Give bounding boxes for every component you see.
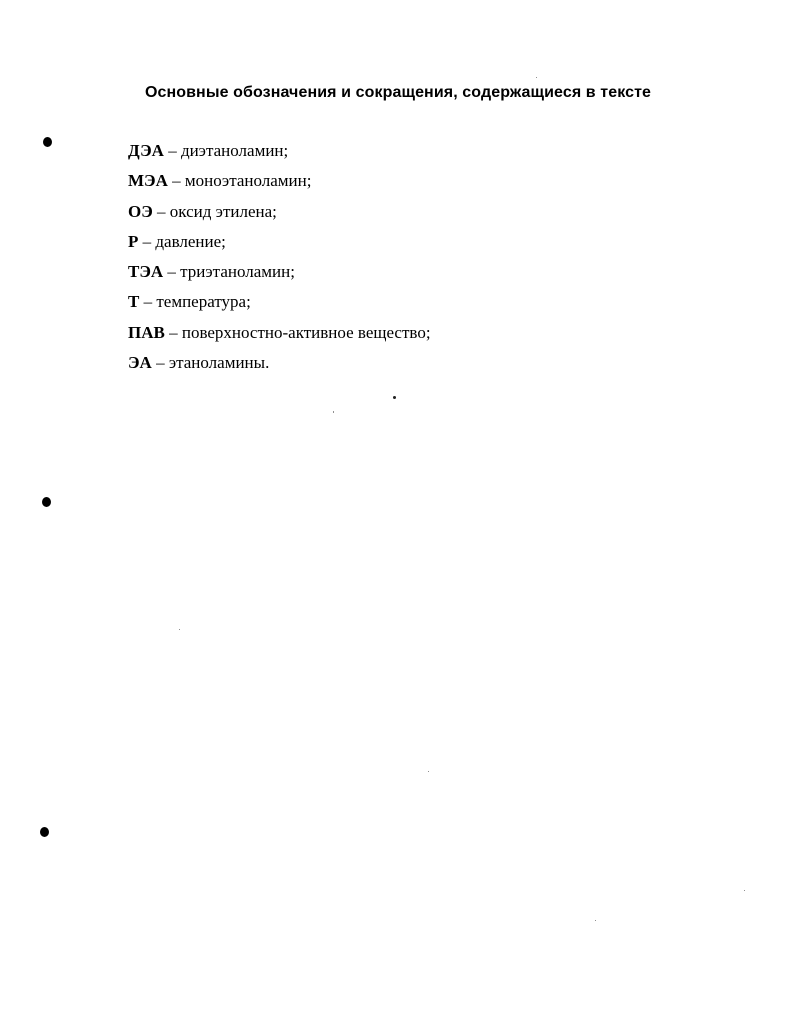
abbreviation-term: Р	[128, 231, 139, 251]
abbreviation-term: ТЭА	[128, 262, 164, 282]
abbreviation-definition: этаноламины.	[168, 353, 270, 373]
punch-hole-mark-top	[43, 137, 52, 147]
list-item	[128, 201, 431, 231]
list-item	[128, 170, 431, 200]
abbreviation-separator: –	[167, 171, 185, 191]
scan-speck	[179, 629, 180, 630]
abbreviation-definition: триэтаноламин;	[180, 262, 295, 282]
scan-speck	[393, 396, 396, 399]
abbreviation-separator: –	[164, 322, 182, 342]
abbreviation-separator: –	[139, 292, 157, 312]
scan-speck	[744, 890, 745, 891]
page-title: Основные обозначения и сокращения, содержащиеся в тексте	[144, 84, 652, 101]
abbreviation-term: МЭА	[128, 171, 168, 191]
abbreviation-term: ОЭ	[128, 201, 153, 221]
abbreviation-separator: –	[163, 141, 181, 160]
list-item	[128, 352, 431, 382]
punch-hole-mark-bottom	[40, 827, 49, 837]
abbreviation-definition: моноэтаноламин;	[184, 171, 312, 191]
list-item	[128, 322, 431, 352]
scan-speck	[595, 920, 596, 921]
scan-speck	[333, 411, 334, 413]
scan-speck	[428, 771, 429, 772]
abbreviation-term: Т	[128, 292, 140, 312]
abbreviation-separator: –	[151, 353, 169, 373]
list-item	[128, 140, 431, 170]
punch-hole-mark-middle	[42, 497, 51, 507]
abbreviation-separator: –	[152, 201, 170, 221]
abbreviation-definition: давление;	[155, 231, 226, 251]
list-item	[128, 231, 431, 261]
scan-speck	[536, 77, 537, 78]
abbreviation-separator: –	[163, 262, 181, 282]
list-item	[128, 261, 431, 291]
abbreviation-definition: температура;	[156, 292, 251, 312]
abbreviation-list	[128, 140, 431, 382]
abbreviation-term: ДЭА	[128, 141, 164, 160]
abbreviation-separator: –	[138, 231, 156, 251]
abbreviation-term: ЭА	[128, 353, 152, 373]
abbreviation-term: ПАВ	[128, 322, 165, 342]
abbreviation-definition: оксид этилена;	[169, 201, 277, 221]
abbreviation-definition: поверхностно-активное вещество;	[181, 322, 431, 342]
list-item	[128, 291, 431, 321]
abbreviation-definition: диэтаноламин;	[180, 141, 289, 160]
